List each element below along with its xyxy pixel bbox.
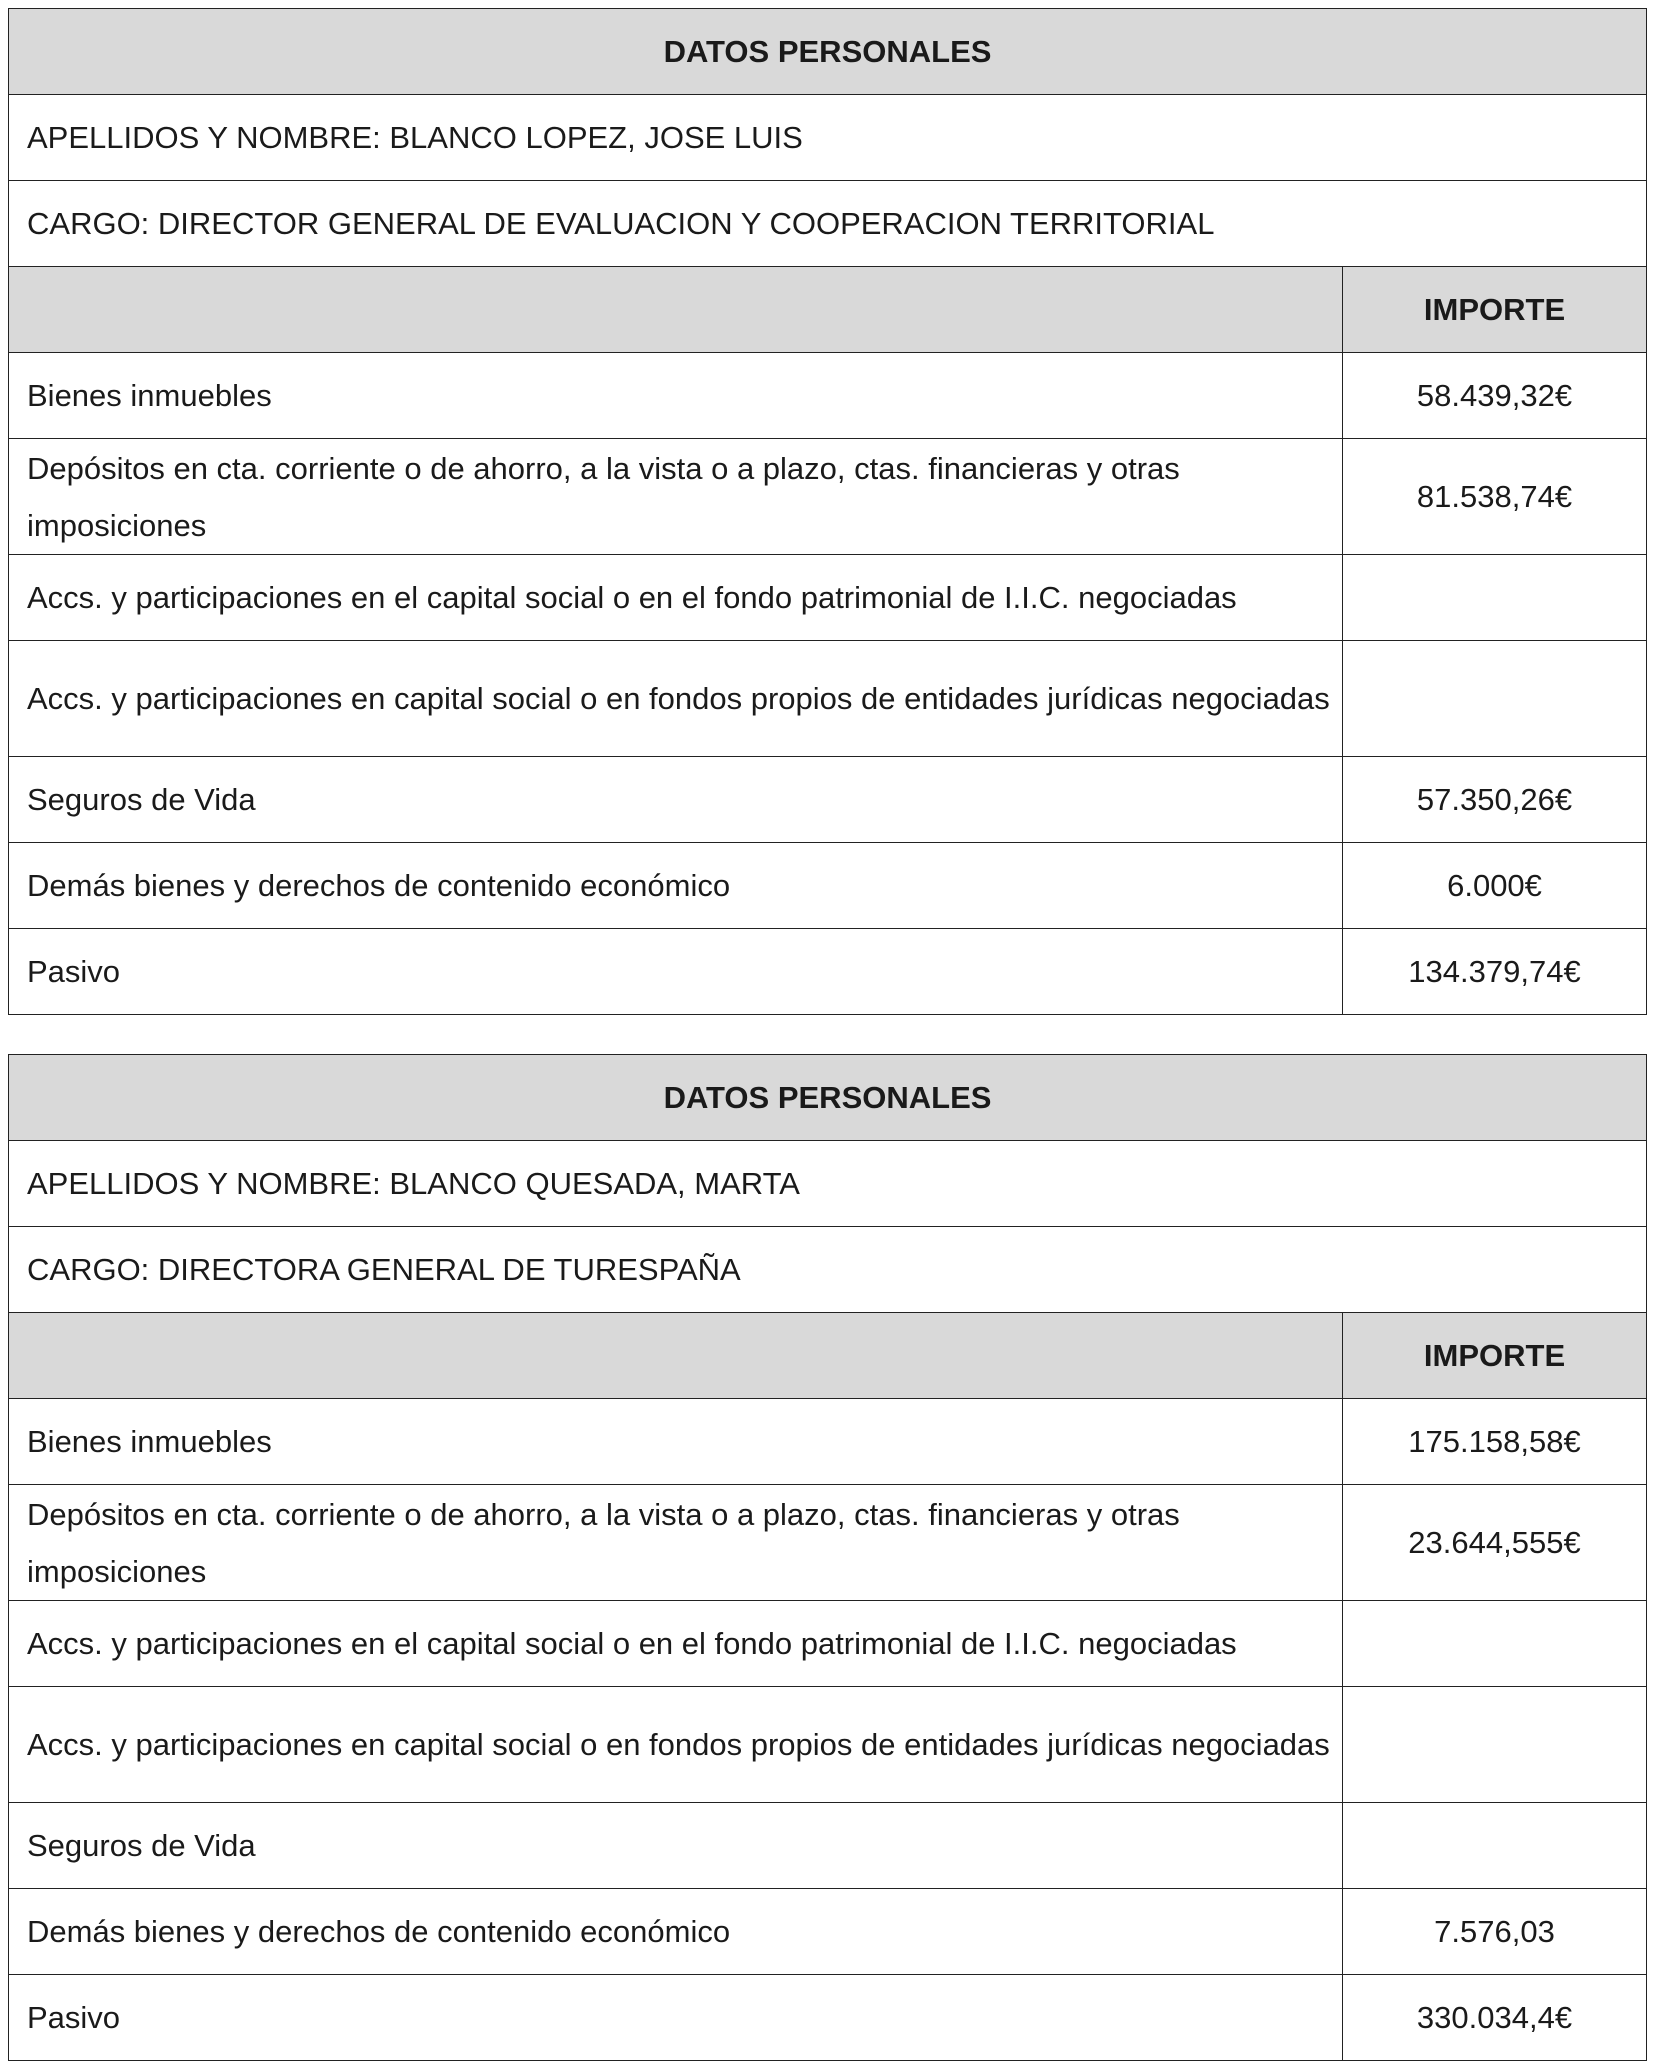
row-amount: 23.644,555€ <box>1343 1485 1647 1601</box>
declaration-table-2 <box>8 1054 1647 2061</box>
row-amount <box>1343 641 1647 757</box>
blank-header-cell <box>9 267 1343 353</box>
row-label: Demás bienes y derechos de contenido económico <box>9 1889 1343 1975</box>
row-amount: 330.034,4€ <box>1343 1975 1647 2061</box>
row-label: Seguros de Vida <box>9 757 1343 843</box>
row-label: Accs. y participaciones en capital social o en fondos propios de entidades jurídicas negociadas <box>9 1687 1343 1803</box>
row-label: Demás bienes y derechos de contenido económico <box>9 843 1343 929</box>
row-amount: 7.576,03 <box>1343 1889 1647 1975</box>
section-title: DATOS PERSONALES <box>9 1055 1647 1141</box>
table-row <box>9 353 1647 439</box>
name-line: APELLIDOS Y NOMBRE: BLANCO QUESADA, MARTA <box>9 1141 1647 1227</box>
row-label: Accs. y participaciones en capital social o en fondos propios de entidades jurídicas negociadas <box>9 641 1343 757</box>
row-amount: 58.439,32€ <box>1343 353 1647 439</box>
amount-header: IMPORTE <box>1343 267 1647 353</box>
amount-header: IMPORTE <box>1343 1313 1647 1399</box>
row-amount <box>1343 1601 1647 1687</box>
row-amount: 175.158,58€ <box>1343 1399 1647 1485</box>
row-label: Seguros de Vida <box>9 1803 1343 1889</box>
row-amount <box>1343 555 1647 641</box>
row-label: Pasivo <box>9 929 1343 1015</box>
table-row <box>9 1485 1647 1601</box>
table-row <box>9 1687 1647 1803</box>
row-label: Accs. y participaciones en el capital social o en el fondo patrimonial de I.I.C. negociadas <box>9 555 1343 641</box>
table-row <box>9 1601 1647 1687</box>
table-row <box>9 1975 1647 2061</box>
table-row <box>9 1803 1647 1889</box>
row-label: Bienes inmuebles <box>9 353 1343 439</box>
table-row <box>9 439 1647 555</box>
position-line: CARGO: DIRECTORA GENERAL DE TURESPAÑA <box>9 1227 1647 1313</box>
row-amount: 134.379,74€ <box>1343 929 1647 1015</box>
table-row <box>9 1399 1647 1485</box>
row-amount <box>1343 1687 1647 1803</box>
table-row <box>9 843 1647 929</box>
declaration-table-1 <box>8 8 1647 1015</box>
row-amount: 6.000€ <box>1343 843 1647 929</box>
row-label: Bienes inmuebles <box>9 1399 1343 1485</box>
position-line: CARGO: DIRECTOR GENERAL DE EVALUACION Y COOPERACION TERRITORIAL <box>9 181 1647 267</box>
name-line: APELLIDOS Y NOMBRE: BLANCO LOPEZ, JOSE LUIS <box>9 95 1647 181</box>
table-row <box>9 555 1647 641</box>
row-amount: 57.350,26€ <box>1343 757 1647 843</box>
table-row <box>9 1889 1647 1975</box>
row-amount: 81.538,74€ <box>1343 439 1647 555</box>
row-label: Depósitos en cta. corriente o de ahorro, a la vista o a plazo, ctas. financieras y otras imposiciones <box>9 1485 1343 1601</box>
row-label: Accs. y participaciones en el capital social o en el fondo patrimonial de I.I.C. negociadas <box>9 1601 1343 1687</box>
row-label: Depósitos en cta. corriente o de ahorro, a la vista o a plazo, ctas. financieras y otras imposiciones <box>9 439 1343 555</box>
table-row <box>9 757 1647 843</box>
section-title: DATOS PERSONALES <box>9 9 1647 95</box>
table-row <box>9 929 1647 1015</box>
row-amount <box>1343 1803 1647 1889</box>
table-row <box>9 641 1647 757</box>
row-label: Pasivo <box>9 1975 1343 2061</box>
blank-header-cell <box>9 1313 1343 1399</box>
